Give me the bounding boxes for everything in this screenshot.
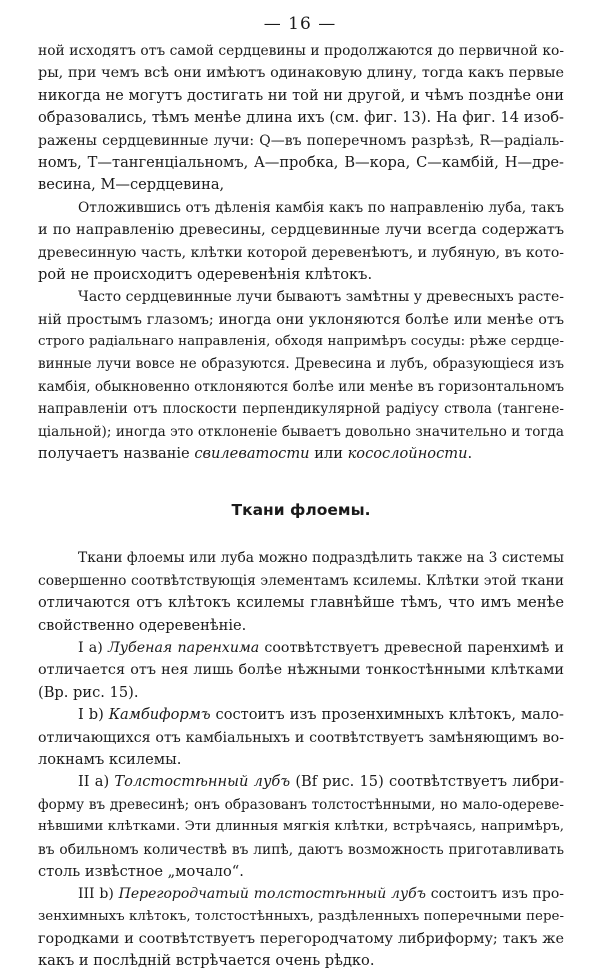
page-body [38,40,564,973]
text-run: или [309,445,348,463]
term-italic: Перегородчатый толстостѣнный лубъ [118,886,426,903]
text-line: ціальной); иногда это отклоненіе бываетъ довольно значительно и тогда [38,423,564,440]
text-line: совершенно соотвѣтствующія элементамъ ксилемы. Клѣтки этой ткани [38,572,564,589]
text-line: столь извѣстное „мочало“. [38,862,244,880]
text-line: номъ, T—тангенціальномъ, A—пробка, B—кора, C—камбій, H—дре- [38,153,564,171]
item-label: II a) [78,773,115,791]
item-label: I a) [78,639,108,656]
text-line: Отложившись отъ дѣленія камбія какъ по направленію луба, такъ [78,199,564,216]
text-line: Ткани флоемы или луба можно подраздѣлить также на 3 системы [78,550,564,567]
text-line: отличающихся отъ камбіальныхъ и соотвѣтствуетъ замѣняющимъ во- [38,729,564,746]
text-run: состоитъ изъ прозенхимныхъ клѣтокъ, мало- [210,706,564,724]
text-line [38,637,564,659]
text-line: ной исходятъ отъ самой сердцевины и продолжаются до первичной ко- [38,43,564,59]
text-line [38,771,564,793]
text-line: отличается отъ нея лишь болѣе нѣжными тонкостѣнными клѣтками [38,662,564,679]
term-italic: свилеватости [194,445,310,463]
section-heading: Ткани флоемы. [231,501,371,520]
text-line [38,883,564,905]
text-line: ры, при чемъ всѣ они имѣютъ одинаковую длину, тогда какъ первые [38,65,564,82]
text-line: свойственно одеревенѣніе. [38,616,247,634]
text-line: направленіи отъ плоскости перпендикулярной радіусу ствола (тангене- [38,401,564,418]
term-italic: косослойности [347,445,468,463]
text-line: въ обильномъ количествѣ въ липѣ, даютъ возможность приготавливать [38,841,564,858]
text-line: ражены сердцевинные лучи: Q—въ поперечномъ разрѣзѣ, R—радіаль- [38,132,564,149]
text-line: форму въ древесинѣ; онъ образованъ толстостѣнными, но мало-одереве- [38,796,564,813]
text-run: соотвѣтствуетъ древесной паренхимѣ и [259,639,564,656]
text-run: . [467,445,473,463]
text-line: городками и соотвѣтствуетъ перегородчатому либриформу; такъ же [38,931,564,948]
list-item-thick-walled-bast [38,771,564,883]
item-label: I b) [78,706,109,724]
text-run: (Bf рис. 15) соотвѣтствуетъ либри- [290,773,565,791]
paragraph-visible-rays [38,286,564,465]
text-line: ній простымъ глазомъ; иногда они уклоняются болѣе или менѣе отъ [38,311,564,328]
paragraph-medullary-rays [38,40,564,197]
text-line: отличаются отъ клѣтокъ ксилемы главнѣйше тѣмъ, что имъ менѣе [38,594,564,612]
text-line: нѣвшими клѣтками. Эти длинныя мягкія клѣтки, встрѣчаясь, напримѣръ, [38,819,564,835]
paragraph-cambium [38,197,564,287]
text-line: строго радіальнаго направленія, обходя напримѣръ сосуды: рѣже сердце- [38,334,564,350]
list-item-cambiform [38,704,564,771]
text-line [38,704,564,726]
text-line: и по направленію древесины, сердцевинные лучи всегда содержатъ [38,222,564,239]
text-line: винные лучи вовсе не образуются. Древесина и лубъ, образующіеся изъ [38,356,564,373]
text-run: состоитъ изъ про- [425,886,564,903]
text-line: образовались, тѣмъ менѣе длина ихъ (см. фиг. 13). На фиг. 14 изоб- [38,109,564,127]
term-italic: Толстостѣнный лубъ [114,773,291,791]
text-run: получаетъ названіе [38,445,195,463]
text-line: (Bp. рис. 15). [38,683,139,701]
text-line [38,443,564,465]
term-italic: Лубеная паренхима [107,639,260,656]
text-line: локнамъ ксилемы. [38,750,182,768]
text-line: рой не происходитъ одеревенѣнія клѣтокъ. [38,265,373,283]
text-line: никогда не могутъ достигать ни той ни другой, и чѣмъ позднѣе они [38,86,564,104]
text-line: Часто сердцевинные лучи бываютъ замѣтны у древесныхъ расте- [78,289,564,306]
paragraph-phloem-intro [38,547,564,637]
text-line: камбія, обыкновенно отклоняются болѣе или менѣе въ горизонтальномъ [38,378,565,395]
page-number: — 16 — [263,14,337,34]
term-italic: Камбиформъ [108,706,211,724]
item-label: III b) [78,886,119,903]
text-line: древесинную часть, клѣтки которой деревенѣютъ, и лубяную, въ кото- [38,244,564,261]
text-line: какъ и послѣдній встрѣчается очень рѣдко. [38,952,375,970]
text-line: весина, M—сердцевина, [38,176,225,194]
list-item-phloem-parenchyma [38,637,564,704]
list-item-septate-bast [38,883,564,973]
text-line: зенхимныхъ клѣтокъ, толстостѣнныхъ, раздѣленныхъ поперечными пере- [38,908,564,924]
